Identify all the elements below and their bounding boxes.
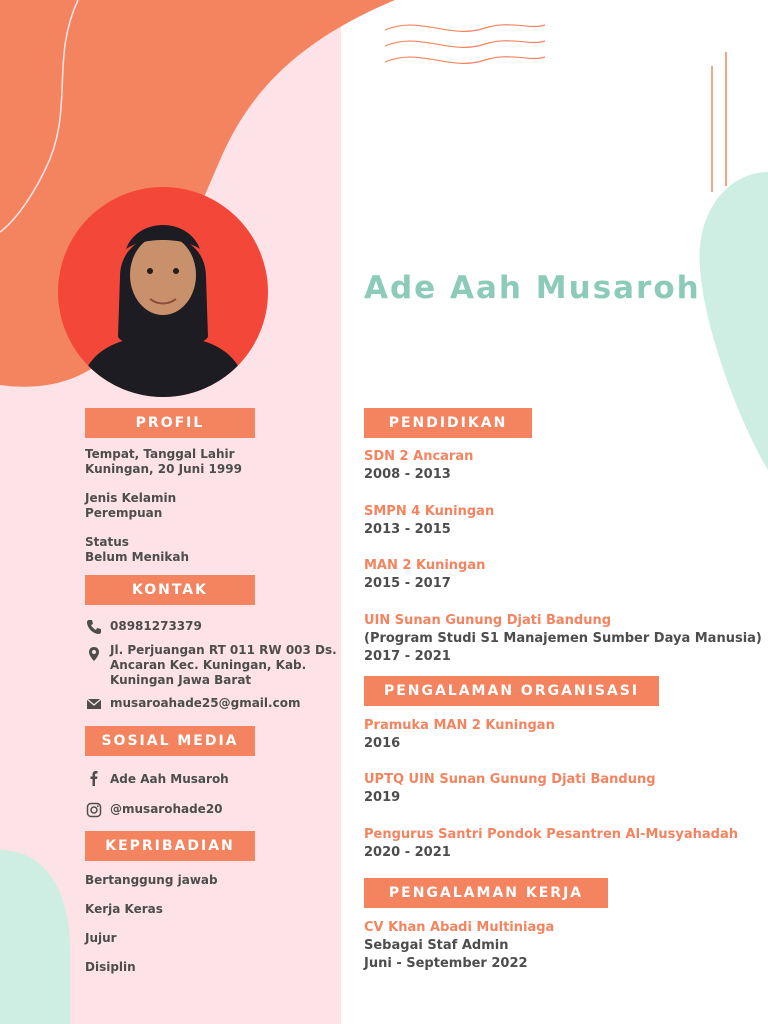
address-line-1: Jl. Perjuangan RT 011 RW 003 Ds. [110,643,337,657]
trait-2: Kerja Keras [85,902,163,916]
pendidikan-heading: PENDIDIKAN [364,408,532,438]
school-4-program: (Program Studi S1 Manajemen Sumber Daya Manusia) [364,631,762,646]
facebook-icon [86,770,102,786]
organisasi-heading: PENGALAMAN ORGANISASI [364,676,659,706]
work-company: CV Khan Abadi Multiniaga [364,920,555,935]
school-2: SMPN 4 Kuningan [364,504,495,519]
full-name: Ade Aah Musaroh [364,270,701,306]
instagram-handle: @musarohade20 [110,802,223,816]
kepribadian-heading: KEPRIBADIAN [85,831,255,861]
phone-icon [86,619,102,635]
email-icon [86,696,102,712]
school-1: SDN 2 Ancaran [364,449,474,464]
org-2-years: 2019 [364,790,401,805]
status-label: Status [85,535,129,549]
address-line-3: Kuningan Jawa Barat [110,673,252,687]
school-4: UIN Sunan Gunung Djati Bandung [364,613,612,628]
school-3-years: 2015 - 2017 [364,576,451,591]
ttl-value: Kuningan, 20 Juni 1999 [85,462,242,476]
org-2: UPTQ UIN Sunan Gunung Djati Bandung [364,772,656,787]
phone-number: 08981273379 [110,619,202,633]
email-address: musaroahade25@gmail.com [110,696,301,710]
status-value: Belum Menikah [85,550,189,564]
school-1-years: 2008 - 2013 [364,467,451,482]
org-3-years: 2020 - 2021 [364,845,451,860]
trait-3: Jujur [85,931,117,945]
sosial-media-heading: SOSIAL MEDIA [85,726,255,756]
trait-1: Bertanggung jawab [85,873,218,887]
gender-label: Jenis Kelamin [85,491,177,505]
kerja-heading: PENGALAMAN KERJA [364,878,608,908]
school-3: MAN 2 Kuningan [364,558,486,573]
address-line-2: Ancaran Kec. Kuningan, Kab. [110,658,307,672]
profil-heading: PROFIL [85,408,255,438]
school-4-years: 2017 - 2021 [364,649,451,664]
work-role: Sebagai Staf Admin [364,938,509,953]
facebook-name: Ade Aah Musaroh [110,772,229,786]
gender-value: Perempuan [85,506,163,520]
work-period: Juni - September 2022 [364,956,528,971]
org-1-years: 2016 [364,736,401,751]
instagram-icon [86,802,102,818]
profile-photo [58,187,268,397]
org-1: Pramuka MAN 2 Kuningan [364,718,555,733]
trait-4: Disiplin [85,960,136,974]
school-2-years: 2013 - 2015 [364,522,451,537]
location-pin-icon [86,646,102,662]
kontak-heading: KONTAK [85,575,255,605]
org-3: Pengurus Santri Pondok Pesantren Al-Musyahadah [364,827,738,842]
ttl-label: Tempat, Tanggal Lahir [85,447,235,461]
